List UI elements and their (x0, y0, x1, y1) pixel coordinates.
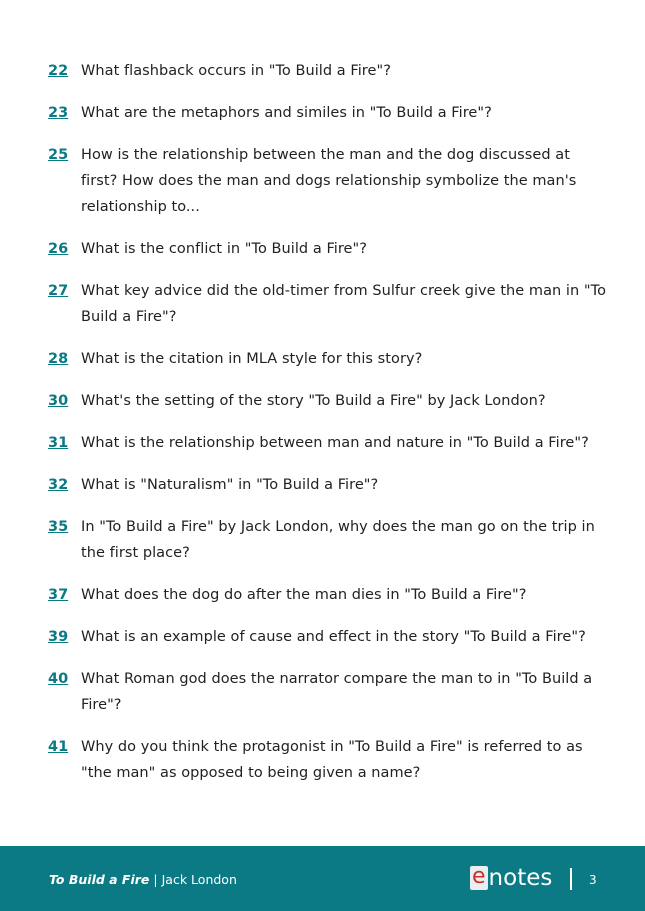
question-text: What key advice did the old-timer from Sulfur creek give the man in "To Build a Fire"? (81, 283, 606, 325)
question-text: How is the relationship between the man and the dog discussed at first? How does the man and dogs relationship symbolize the man's relationship to... (81, 147, 577, 215)
question-link[interactable]: 31 (48, 435, 69, 451)
list-item (48, 582, 608, 608)
divider (570, 868, 572, 890)
question-link[interactable]: 35 (48, 519, 69, 535)
question-list (48, 58, 608, 802)
footer-book-info (49, 872, 237, 887)
list-item (48, 236, 608, 262)
question-text: What is the conflict in "To Build a Fire"? (81, 241, 367, 257)
book-title: To Build a Fire (49, 872, 150, 887)
question-link[interactable]: 22 (48, 63, 69, 79)
list-item (48, 346, 608, 372)
question-text: What are the metaphors and similes in "To Build a Fire"? (81, 105, 492, 121)
author: Jack London (161, 872, 237, 887)
list-item (48, 142, 608, 220)
question-link[interactable]: 39 (48, 629, 69, 645)
question-link[interactable]: 25 (48, 147, 69, 163)
list-item (48, 388, 608, 414)
list-item (48, 514, 608, 566)
list-item (48, 430, 608, 456)
question-link[interactable]: 32 (48, 477, 69, 493)
enotes-logo (470, 866, 552, 890)
separator: | (153, 872, 158, 887)
question-text: What Roman god does the narrator compare the man to in "To Build a Fire"? (81, 671, 593, 713)
question-link[interactable]: 26 (48, 241, 69, 257)
page-number: 3 (589, 873, 597, 887)
question-text: In "To Build a Fire" by Jack London, why does the man go on the trip in the first place? (81, 519, 595, 561)
question-link[interactable]: 23 (48, 105, 69, 121)
question-link[interactable]: 41 (48, 739, 69, 755)
question-link[interactable]: 37 (48, 587, 69, 603)
list-item (48, 624, 608, 650)
list-item (48, 472, 608, 498)
list-item (48, 58, 608, 84)
question-text: What flashback occurs in "To Build a Fire"? (81, 63, 391, 79)
page-footer (0, 846, 645, 911)
list-item (48, 278, 608, 330)
logo-text: notes (488, 865, 553, 891)
question-link[interactable]: 40 (48, 671, 69, 687)
list-item (48, 666, 608, 718)
question-text: What is the citation in MLA style for this story? (81, 351, 423, 367)
question-link[interactable]: 30 (48, 393, 69, 409)
question-text: What does the dog do after the man dies in "To Build a Fire"? (81, 587, 527, 603)
list-item (48, 734, 608, 786)
question-text: What's the setting of the story "To Build a Fire" by Jack London? (81, 393, 546, 409)
question-link[interactable]: 27 (48, 283, 69, 299)
question-text: Why do you think the protagonist in "To Build a Fire" is referred to as "the man" as opposed to being given a name? (81, 739, 583, 781)
question-text: What is "Naturalism" in "To Build a Fire"? (81, 477, 379, 493)
question-text: What is the relationship between man and nature in "To Build a Fire"? (81, 435, 589, 451)
logo-e-icon: e (472, 864, 486, 889)
question-link[interactable]: 28 (48, 351, 69, 367)
question-text: What is an example of cause and effect in the story "To Build a Fire"? (81, 629, 586, 645)
list-item (48, 100, 608, 126)
